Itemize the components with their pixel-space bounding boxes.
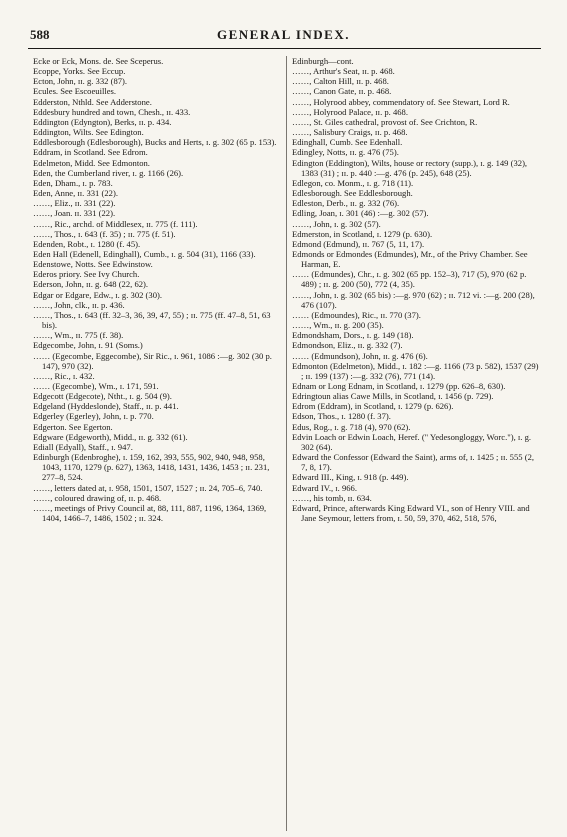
index-entry: Edmonds or Edmondes (Edmundes), Mr., of the Privy Chamber. See Harman, E.: [292, 248, 528, 270]
index-entry: …… (Egecombe), Wm., ɪ. 171, 591.: [33, 381, 159, 391]
index-entry: Edmondsham, Dors., ɪ. g. 149 (18).: [292, 330, 414, 341]
index-column-left: [33, 56, 283, 523]
index-entry: ……, letters dated at, ɪ. 958, 1501, 1507, 1527 ; ɪɪ. 24, 705–6, 740.: [33, 482, 263, 493]
index-entry: ……, Wm., ɪɪ. g. 200 (35).: [292, 320, 384, 331]
index-entry: ……, John, clk., ɪɪ. p. 436.: [33, 299, 125, 310]
index-entry: Ecton, John, ɪɪ. g. 332 (87).: [33, 76, 128, 87]
index-entry: ……, coloured drawing of, ɪɪ. p. 468.: [33, 492, 162, 503]
index-entry: Ecules. See Escoeuilles.: [33, 86, 117, 97]
index-entry: Edgar or Edgare, Edw., ɪ. g. 302 (30).: [33, 289, 163, 300]
page-number: 588: [30, 27, 50, 42]
index-entry: Edmonton (Edelmeton), Midd., ɪ. 182 :—g. 1166 (73 p. 582), 1537 (29) ; ɪɪ. 199 (137) :—g. 332 (76), 771 (14).: [292, 360, 539, 381]
index-entry: Edelmeton, Midd. See Edmonton.: [33, 157, 150, 168]
index-entry: Edward IV., ɪ. 966.: [292, 482, 358, 493]
index-entry: Ednam or Long Ednam, in Scotland, ɪ. 1279 (pp. 626–8, 630).: [292, 381, 506, 391]
header-rule: [28, 48, 541, 49]
index-entry: Edgecott (Edgecote), Ntht., ɪ. g. 504 (9).: [33, 391, 172, 402]
index-entry: Edenstowe, Notts. See Edwinstow.: [33, 259, 153, 270]
index-entry: Edmond (Edmund), ɪɪ. 767 (5, 11, 17).: [292, 238, 425, 249]
index-entry: Edinghall, Cumb. See Edenhall.: [292, 137, 403, 148]
index-entry: ……, Ric., archd. of Middlesex, ɪɪ. 775 (f. 111).: [33, 218, 198, 229]
index-entry: Eddesbury hundred and town, Chesh., ɪɪ. 433.: [33, 106, 191, 117]
index-entry: Ederos priory. See Ivy Church.: [33, 269, 140, 280]
index-entry: Edenden, Robt., ɪ. 1280 (f. 45).: [33, 238, 141, 249]
index-entry: ……, Eliz., ɪɪ. 331 (22).: [33, 198, 116, 209]
index-entry: ……, Calton Hill, ɪɪ. p. 468.: [292, 76, 389, 87]
index-entry: Edgecombe, John, ɪ. 91 (Soms.): [33, 340, 143, 351]
index-entry: Eddington, Wilts. See Edington.: [33, 127, 144, 138]
index-entry: Edrom (Eddram), in Scotland, ɪ. 1279 (p. 626).: [292, 401, 454, 412]
index-entry: Edvin Loach or Edwin Loach, Heref. (" Yedesongloggy, Worc."), ɪ. g. 302 (64).: [292, 431, 532, 452]
index-entry: ……, Holyrood Palace, ɪɪ. p. 468.: [292, 106, 408, 117]
index-entry: ……, Joan. ɪɪ. 331 (22).: [33, 208, 116, 219]
index-entry: Edus, Rog., ɪ. g. 718 (4), 970 (62).: [292, 421, 411, 432]
index-entry: Edringtoun alias Cawe Mills, in Scotland, ɪ. 1456 (p. 729).: [292, 391, 494, 402]
index-entry: ……, Salisbury Craigs, ɪɪ. p. 468.: [292, 127, 408, 138]
index-entry: ……, Canon Gate, ɪɪ. p. 468.: [292, 86, 392, 97]
index-entry: Eddlesborough (Edlesborough), Bucks and Herts, ɪ. g. 302 (65 p. 153).: [33, 137, 277, 148]
index-entry: Eddington (Edyngton), Berks, ɪɪ. p. 434.: [33, 116, 172, 127]
index-entry: Edinburgh—cont.: [292, 56, 354, 66]
index-entry: ……, John, ɪ. g. 302 (57).: [292, 218, 381, 229]
index-entry: ……, meetings of Privy Council at, 88, 111, 887, 1196, 1364, 1369, 1404, 1466–7, 1486, 1502 ; ɪɪ. 324.: [33, 502, 267, 524]
index-entry: Edward III., King, ɪ. 918 (p. 449).: [292, 472, 409, 483]
index-column-right: [292, 56, 542, 523]
column-divider: [286, 56, 287, 831]
index-entry: Eden Hall (Edenell, Edinghall), Cumb., ɪ. g. 504 (31), 1166 (33).: [33, 248, 256, 259]
index-entry: ……, Thos., ɪ. 643 (ff. 32–3, 36, 39, 47, 55) ; ɪɪ. 775 (ff. 47–8, 51, 63 bis).: [33, 309, 271, 331]
index-entry: …… (Edmundes), Chr., ɪ. g. 302 (65 pp. 152–3), 717 (5), 970 (62 p. 489) ; ɪɪ. g. 200 (50), 772 (4, 35).: [292, 269, 527, 290]
index-entry: Edward, Prince, afterwards King Edward VI., son of Henry VIII. and Jane Seymour, letters from, ɪ. 50, 59, 370, 462, 518, 576,: [292, 502, 530, 524]
index-entry: Eden, Anne, ɪɪ. 331 (22).: [33, 188, 118, 199]
page-title: GENERAL INDEX.: [217, 27, 350, 42]
index-entry: Edlesborough. See Eddlesborough.: [292, 188, 413, 199]
index-entry: Edward the Confessor (Edward the Saint), arms of, ɪ. 1425 ; ɪɪ. 555 (2, 7, 8, 17).: [292, 452, 535, 473]
index-entry: Edson, Thos., ɪ. 1280 (f. 37).: [292, 411, 391, 422]
index-entry: …… (Edmundson), John, ɪɪ. g. 476 (6).: [292, 350, 428, 361]
index-entry: Eden, Dham., ɪ. p. 783.: [33, 177, 113, 188]
index-entry: Edgerley (Egerley), John, ɪ. p. 770.: [33, 411, 154, 422]
index-entry: ……, St. Giles cathedral, provost of. See Crichton, R.: [292, 116, 478, 127]
index-entry: Ederson, John, ɪɪ. g. 648 (22, 62).: [33, 279, 149, 290]
index-entry: Ecoppe, Yorks. See Eccup.: [33, 66, 126, 77]
index-entry: ……, Thos., ɪ. 643 (f. 35) ; ɪɪ. 775 (f. 51).: [33, 228, 176, 239]
index-entry: ……, Arthur's Seat, ɪɪ. p. 468.: [292, 66, 395, 77]
index-entry: Ediall (Edyall), Staff., ɪ. 947.: [33, 441, 133, 452]
index-entry: ……, his tomb, ɪɪ. 634.: [292, 492, 372, 503]
index-entry: Edleston, Derb., ɪɪ. g. 332 (76).: [292, 198, 400, 209]
index-entry: Eddram, in Scotland. See Edrom.: [33, 147, 148, 158]
index-entry: ……, Wm., ɪɪ. 775 (f. 38).: [33, 330, 124, 341]
index-entry: Ecke or Eck, Mons. de. See Sceperus.: [33, 56, 164, 66]
index-entry: Edlegon, co. Monm., ɪ. g. 718 (11).: [292, 177, 414, 188]
index-entry: Edington (Eddington), Wilts, house or rectory (supp.), ɪ. g. 149 (32), 1383 (31) ; ɪɪ. p. 440 :—g. 476 (p. 245), 648 (25).: [292, 157, 528, 178]
index-entry: …… (Edmoundes), Ric., ɪɪ. 770 (37).: [292, 309, 421, 320]
index-entry: Edgerton. See Egerton.: [33, 421, 113, 432]
index-entry: Edinburgh (Edenbroghe), ɪ. 159, 162, 393, 555, 902, 940, 948, 958, 1043, 1170, 1279 (p. 627), 1363, 1418, 1431, 1436, 1453 ; ɪɪ. 231, 277–8, 524.: [33, 452, 270, 483]
index-entry: ……, John, ɪ. g. 302 (65 bis) :—g. 970 (62) ; ɪɪ. 712 vi. :—g. 200 (28), 476 (107).: [292, 289, 535, 310]
index-entry: Edmondson, Eliz., ɪɪ. g. 332 (7).: [292, 340, 403, 351]
index-entry: Edgeland (Hyddeslonde), Staff., ɪɪ. p. 441.: [33, 401, 179, 412]
index-entry: Edling, Joan, ɪ. 301 (46) :—g. 302 (57).: [292, 208, 429, 219]
index-entry: Eden, the Cumberland river, ɪ. g. 1166 (26).: [33, 167, 184, 178]
index-entry: Edgware (Edgeworth), Midd., ɪɪ. g. 332 (61).: [33, 431, 188, 442]
index-entry: Edderston, Nthld. See Adderstone.: [33, 96, 152, 107]
page-header: [0, 27, 567, 45]
index-entry: Edmerston, in Scotland, ɪ. 1279 (p. 630).: [292, 228, 433, 239]
index-entry: Edingley, Notts, ɪɪ. g. 476 (75).: [292, 147, 399, 158]
index-entry: …… (Egecombe, Eggecombe), Sir Ric., ɪ. 961, 1086 :—g. 302 (30 p. 147), 970 (32).: [33, 350, 272, 371]
index-entry: ……, Holyrood abbey, commendatory of. See Stewart, Lord R.: [292, 96, 510, 107]
index-entry: ……, Ric., ɪ. 432.: [33, 370, 95, 381]
